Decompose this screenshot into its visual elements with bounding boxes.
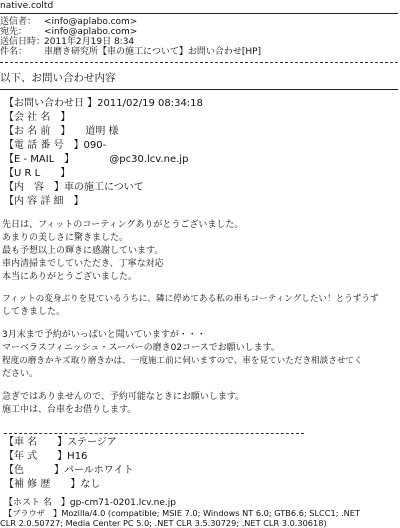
body-line: ださい。 (2, 369, 39, 379)
form-url: 【U R L 】 (4, 168, 71, 179)
tech-host: 【ホスト 名 】gp-cm71-0201.lcv.ne.jp (4, 498, 176, 508)
form-email: 【E - MAIL 】 @pc30.lcv.ne.jp (4, 154, 189, 165)
form-company: 【会 社 名 】 (4, 112, 71, 123)
body-line: 程度の磨きかキズ取り磨きかは、一度施工前に伺いますので、車を見ていただき相談させてく (2, 356, 363, 366)
body-line: 車内清掃までしていただき、丁寧な対応 (2, 259, 164, 269)
subject-row (0, 47, 261, 58)
from-label: 送信者： (0, 17, 37, 27)
body-line: 3月末まで予約がいっぱいと聞いていますが・・・ (2, 330, 206, 340)
date-label: 送信日時： (0, 37, 46, 47)
car-year: 【年 式 】H16 (4, 451, 88, 462)
body-line: 最も予想以上の輝きに感謝しています。 (2, 246, 164, 256)
car-model: 【車 名 】ステージア (4, 437, 117, 448)
body-line: あまりの美しさに驚きました。 (2, 233, 129, 243)
car-color: 【色 】パールホワイト (4, 465, 134, 476)
form-phone: 【電 話 番 号 】090- (4, 140, 107, 151)
top-label: native.coltd (0, 1, 54, 11)
body-line: 施工中は、台車をお借りします。 (2, 405, 137, 415)
intro-rule (0, 89, 398, 90)
top-rule (0, 13, 398, 14)
subject-value: 車磨き研究所【車の施工について】お問い合わせ[HP] (44, 47, 262, 57)
to-value: <info@aplabo.com> (44, 27, 138, 37)
body-line: フィットの変身ぶりを見ているうちに、隣に停めてある私の車もコーティングしたい！とうずうず (2, 294, 379, 304)
form-name: 【お 名 前 】 道明 様 (4, 126, 119, 137)
to-label: 宛先： (0, 27, 28, 37)
body-line: マーベラスフィニッシュ・スーパーの磨き02コースでお願いします。 (2, 343, 280, 353)
date-value: 2011年2月19日 8:34 (44, 37, 135, 47)
form-datetime: 【お問い合わせ日 】2011/02/19 08:34:18 (4, 98, 203, 109)
header-divider (0, 62, 398, 63)
tech-browser: 【ブラウザ 】Mozilla/4.0 (compatible; MSIE 7.0; Windows NT 6.0; GTB6.6; SLCC1; .NET (4, 508, 360, 518)
intro-text: 以下、お問い合わせ内容 (0, 72, 116, 84)
body-line: 急ぎではありませんので、予約可能なときにお願いします。 (2, 392, 245, 402)
form-detail: 【内 容 詳 細 】 (4, 196, 84, 207)
body-line: 先日は、フィットのコーティングありがとうございました。 (2, 220, 244, 230)
car-repair: 【補 修 歴 】なし (4, 479, 101, 490)
form-content: 【内 容 】車の施工について (4, 182, 144, 193)
body-line: してきました。 (2, 307, 66, 317)
subject-label: 件名： (0, 47, 28, 57)
body-line: 本当にありがとうございました。 (2, 272, 138, 282)
car-divider (4, 433, 304, 434)
tech-browser-cont: CLR 2.0.50727; Media Center PC 5.0; .NET CLR 3.5.30729; .NET CLR 3.0.30618) (0, 518, 327, 528)
from-value: <info@aplabo.com> (44, 17, 138, 27)
